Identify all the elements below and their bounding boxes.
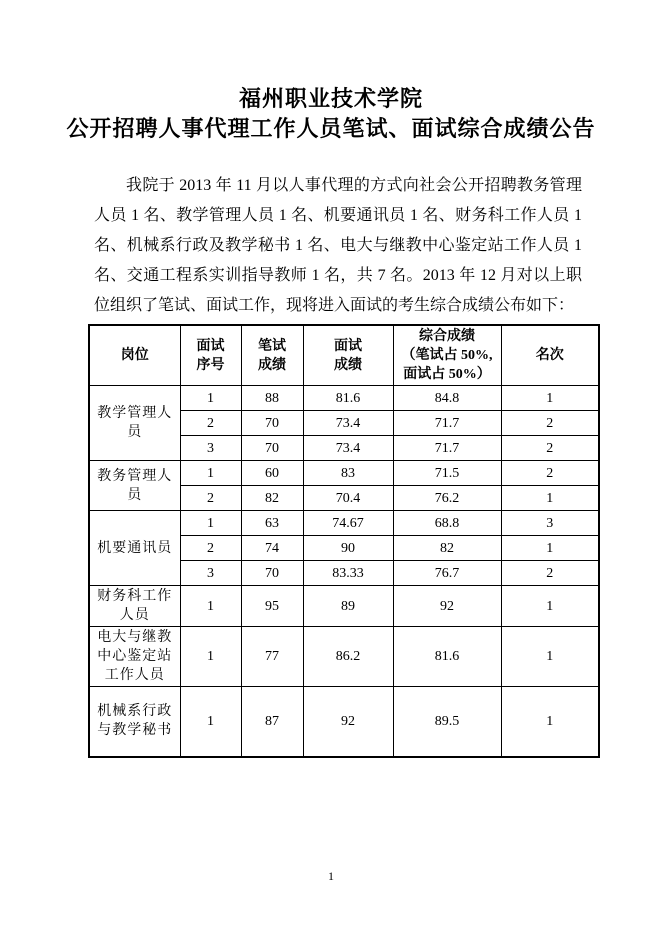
post-cell: 财务科工作人员 bbox=[89, 586, 180, 627]
header-line: 成绩 bbox=[258, 357, 286, 373]
cell-interview-score: 73.4 bbox=[303, 436, 393, 461]
cell-written-score: 70 bbox=[241, 411, 303, 436]
cell-composite-score: 68.8 bbox=[393, 511, 501, 536]
post-cell: 教学管理人员 bbox=[89, 386, 180, 461]
header-line: 综合成绩 bbox=[419, 329, 475, 344]
post-cell: 机械系行政与教学秘书 bbox=[89, 687, 180, 757]
document-title-line1: 福州职业技术学院 bbox=[238, 86, 423, 111]
header-interview-no bbox=[180, 325, 241, 386]
header-composite-score bbox=[393, 325, 501, 386]
cell-interview-score: 83.33 bbox=[303, 561, 393, 586]
cell-interview-score: 83 bbox=[303, 461, 393, 486]
table-header-row bbox=[89, 325, 599, 386]
post-cell: 电大与继教中心鉴定站工作人员 bbox=[89, 627, 180, 687]
cell-interview-no: 2 bbox=[180, 486, 241, 511]
cell-written-score: 70 bbox=[241, 561, 303, 586]
cell-rank: 2 bbox=[501, 436, 599, 461]
cell-interview-no: 1 bbox=[180, 687, 241, 757]
cell-written-score: 82 bbox=[241, 486, 303, 511]
post-cell: 教务管理人员 bbox=[89, 461, 180, 511]
cell-interview-score: 92 bbox=[303, 687, 393, 757]
cell-rank: 1 bbox=[501, 687, 599, 757]
header-post: 岗位 bbox=[89, 325, 180, 386]
cell-rank: 1 bbox=[501, 627, 599, 687]
cell-interview-score: 74.67 bbox=[303, 511, 393, 536]
cell-written-score: 60 bbox=[241, 461, 303, 486]
cell-written-score: 77 bbox=[241, 627, 303, 687]
header-line: 面试 bbox=[334, 338, 362, 354]
header-line: 序号 bbox=[196, 357, 225, 373]
cell-rank: 1 bbox=[501, 386, 599, 411]
header-interview-score bbox=[303, 325, 393, 386]
header-line: （笔试占 50%, bbox=[401, 348, 493, 363]
table-row bbox=[89, 386, 599, 411]
cell-interview-no: 3 bbox=[180, 561, 241, 586]
cell-rank: 2 bbox=[501, 411, 599, 436]
cell-interview-no: 1 bbox=[180, 511, 241, 536]
cell-composite-score: 76.2 bbox=[393, 486, 501, 511]
cell-interview-no: 1 bbox=[180, 461, 241, 486]
cell-rank: 2 bbox=[501, 461, 599, 486]
cell-interview-no: 1 bbox=[180, 627, 241, 687]
header-rank: 名次 bbox=[501, 325, 599, 386]
cell-rank: 2 bbox=[501, 561, 599, 586]
cell-rank: 1 bbox=[501, 486, 599, 511]
table-row bbox=[89, 687, 599, 757]
header-line: 面试 bbox=[196, 338, 225, 354]
cell-interview-score: 89 bbox=[303, 586, 393, 627]
cell-interview-no: 2 bbox=[180, 411, 241, 436]
cell-composite-score: 84.8 bbox=[393, 386, 501, 411]
cell-composite-score: 89.5 bbox=[393, 687, 501, 757]
intro-paragraph: 我院于 2013 年 11 月以人事代理的方式向社会公开招聘教务管理人员 1 名、教学管理人员 1 名、机要通讯员 1 名、财务科工作人员 1 名、机械系行政及教学秘书 1 名、电大与继教中心鉴定站工作人员 1 名、交通工程系实训指导教师 1 名，共 7 名。2013 年 12 月对以上职位组织了笔试、面试工作，现将进入面试的考生综合成绩公布如下： bbox=[94, 177, 582, 314]
score-table bbox=[88, 324, 600, 758]
cell-interview-score: 81.6 bbox=[303, 386, 393, 411]
table-row bbox=[89, 461, 599, 486]
cell-interview-score: 73.4 bbox=[303, 411, 393, 436]
post-cell: 机要通讯员 bbox=[89, 511, 180, 586]
cell-composite-score: 82 bbox=[393, 536, 501, 561]
header-written-score bbox=[241, 325, 303, 386]
cell-composite-score: 76.7 bbox=[393, 561, 501, 586]
cell-composite-score: 92 bbox=[393, 586, 501, 627]
cell-written-score: 74 bbox=[241, 536, 303, 561]
cell-rank: 3 bbox=[501, 511, 599, 536]
cell-rank: 1 bbox=[501, 586, 599, 627]
cell-composite-score: 71.7 bbox=[393, 436, 501, 461]
header-line: 面试占 50%） bbox=[403, 367, 491, 382]
cell-written-score: 87 bbox=[241, 687, 303, 757]
cell-written-score: 88 bbox=[241, 386, 303, 411]
cell-written-score: 63 bbox=[241, 511, 303, 536]
cell-interview-score: 90 bbox=[303, 536, 393, 561]
table-row bbox=[89, 627, 599, 687]
cell-written-score: 70 bbox=[241, 436, 303, 461]
cell-interview-score: 86.2 bbox=[303, 627, 393, 687]
cell-written-score: 95 bbox=[241, 586, 303, 627]
cell-interview-score: 70.4 bbox=[303, 486, 393, 511]
cell-interview-no: 3 bbox=[180, 436, 241, 461]
cell-composite-score: 71.7 bbox=[393, 411, 501, 436]
table-row bbox=[89, 586, 599, 627]
cell-interview-no: 1 bbox=[180, 386, 241, 411]
table-row bbox=[89, 511, 599, 536]
cell-rank: 1 bbox=[501, 536, 599, 561]
cell-interview-no: 2 bbox=[180, 536, 241, 561]
header-line: 笔试 bbox=[258, 338, 286, 354]
cell-interview-no: 1 bbox=[180, 586, 241, 627]
cell-composite-score: 81.6 bbox=[393, 627, 501, 687]
document-title-line2: 公开招聘人事代理工作人员笔试、面试综合成绩公告 bbox=[66, 116, 596, 141]
page-number: 1 bbox=[328, 869, 334, 883]
cell-composite-score: 71.5 bbox=[393, 461, 501, 486]
header-line: 成绩 bbox=[334, 357, 362, 373]
